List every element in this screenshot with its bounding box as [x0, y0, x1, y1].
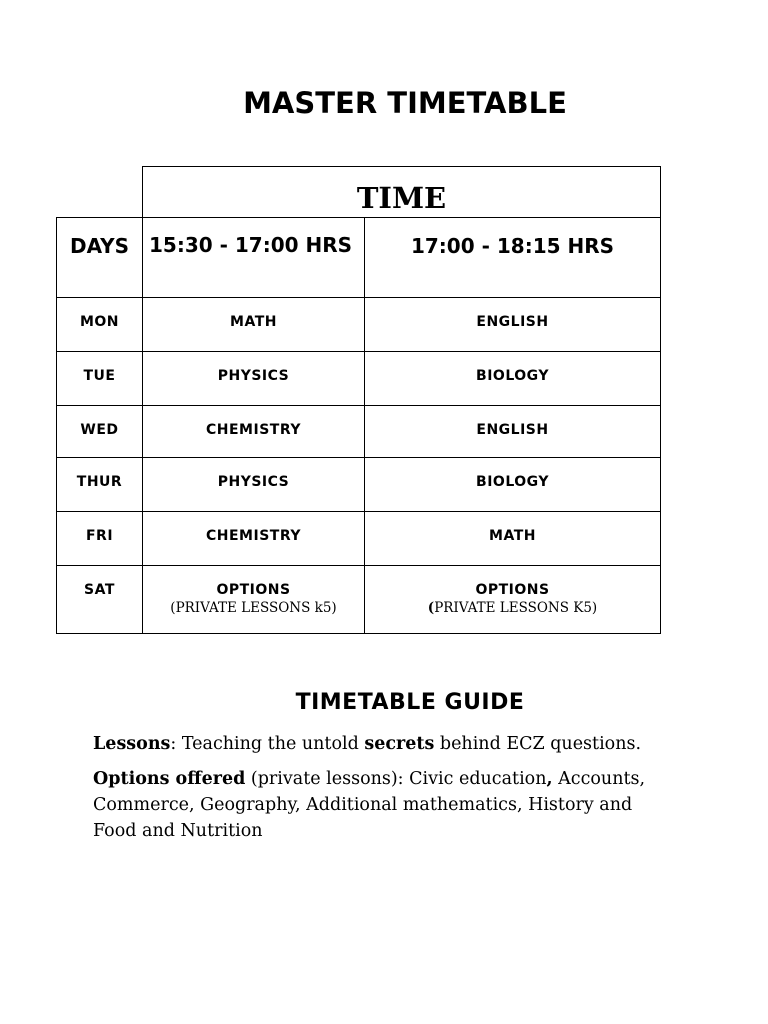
- subject-cell: BIOLOGY: [364, 351, 661, 406]
- subject-cell: PHYSICS: [142, 457, 365, 512]
- lessons-text-end: behind ECZ questions.: [434, 734, 642, 754]
- options-comma: ,: [546, 769, 553, 789]
- subject-label: OPTIONS: [216, 582, 291, 598]
- note-bracket: (: [427, 600, 435, 616]
- lessons-bold: secrets: [364, 734, 435, 754]
- subject-cell: [142, 565, 365, 634]
- guide-lessons: [93, 731, 663, 757]
- slot-header-1: 15:30 - 17:00 HRS: [142, 217, 365, 298]
- lessons-label: Lessons: [93, 734, 171, 754]
- timetable: [56, 166, 661, 634]
- day-cell: MON: [56, 297, 143, 352]
- lessons-text: : Teaching the untold: [170, 734, 365, 754]
- guide-title: TIMETABLE GUIDE: [295, 690, 525, 715]
- days-header: DAYS: [56, 217, 143, 298]
- subject-cell: BIOLOGY: [364, 457, 661, 512]
- note-text: PRIVATE LESSONS K5): [434, 600, 598, 616]
- subject-cell: MATH: [364, 511, 661, 566]
- subject-cell: [364, 565, 661, 634]
- page-title: MASTER TIMETABLE: [243, 86, 567, 120]
- options-text-end: Accounts, Commerce, Geography, Additional mathematics, History and Food and Nutrition: [93, 769, 646, 841]
- subject-cell: PHYSICS: [142, 351, 365, 406]
- day-cell: THUR: [56, 457, 143, 512]
- subject-cell: ENGLISH: [364, 405, 661, 458]
- subject-note: (PRIVATE LESSONS k5): [170, 600, 337, 616]
- day-cell: TUE: [56, 351, 143, 406]
- time-header: TIME: [142, 166, 661, 218]
- day-cell: WED: [56, 405, 143, 458]
- day-cell: FRI: [56, 511, 143, 566]
- guide-options: [93, 766, 663, 844]
- subject-cell: MATH: [142, 297, 365, 352]
- options-text: (private lessons): Civic education: [245, 769, 547, 789]
- subject-cell: CHEMISTRY: [142, 405, 365, 458]
- subject-note: [428, 600, 597, 616]
- subject-label: OPTIONS: [475, 582, 550, 598]
- day-cell: SAT: [56, 565, 143, 634]
- options-label: Options offered: [93, 769, 246, 789]
- subject-cell: ENGLISH: [364, 297, 661, 352]
- subject-cell: CHEMISTRY: [142, 511, 365, 566]
- slot-header-2: 17:00 - 18:15 HRS: [364, 217, 661, 298]
